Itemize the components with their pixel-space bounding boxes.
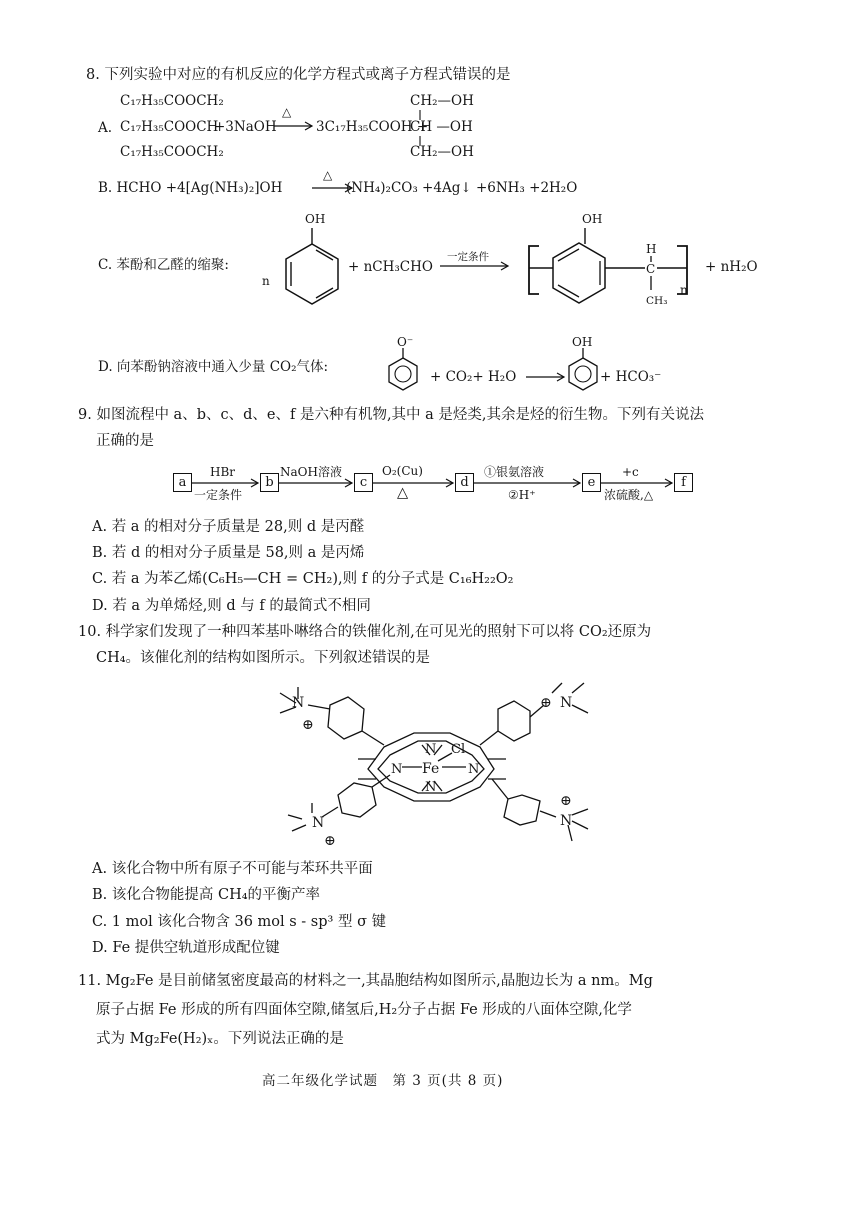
q8-a-glycerol-row-3: CH₂—OH [410, 144, 474, 160]
q8-c-arrow [440, 261, 510, 271]
q9-option-a: A. 若 a 的相对分子质量是 28,则 d 是丙醛 [92, 519, 365, 535]
plus-lower-right: ⊕ [560, 793, 572, 809]
q11-line1: 11. Mg₂Fe 是目前储氢密度最高的材料之一,其晶胞结构如图所示,晶胞边长为 a nm。Mg [78, 973, 653, 989]
q8-a-reagent: +3NaOH [214, 119, 277, 135]
flow-arrow5-top: +c [622, 465, 639, 479]
iron-atom: Fe [422, 761, 440, 777]
q9-option-d: D. 若 a 为单烯烃,则 d 与 f 的最简式不相同 [92, 598, 371, 614]
q11-line3: 式为 Mg₂Fe(H₂)ₓ。下列说法正确的是 [96, 1031, 344, 1047]
q8-c-condition: 一定条件 [447, 251, 489, 263]
q8-d-arrow [526, 372, 566, 382]
q8-d-oh: OH [572, 335, 593, 349]
q8-a-glycerol-bonds [418, 108, 422, 160]
q10-stem-line1: 10. 科学家们发现了一种四苯基卟啉络合的铁催化剂,在可见光的照射下可以将 CO₂还原为 [78, 624, 652, 640]
flow-arrow1-top: HBr [210, 465, 236, 479]
flow-box-f: f [674, 473, 693, 492]
flow-arrow4-bottom: ②H⁺ [508, 488, 536, 502]
chlorine-atom: Cl [451, 742, 466, 757]
q8-option-b: B. HCHO +4[Ag(NH₃)₂]OH [98, 180, 283, 196]
flow-arrow3-bottom: △ [397, 485, 409, 501]
q8-c-reagent: + nCH₃CHO [348, 259, 433, 275]
q8-d-product: + HCO₃⁻ [600, 369, 662, 385]
plus-upper-right: ⊕ [540, 695, 552, 711]
q8-c-poly-h: H [646, 242, 657, 256]
flow-box-c: c [354, 473, 373, 492]
porphyrin-n-bottom: N [425, 780, 437, 795]
iron-porphyrin-catalyst-structure [272, 675, 612, 850]
q9-option-c: C. 若 a 为苯乙烯(C₆H₅—CH = CH₂),则 f 的分子式是 C₁₆H₂₂O₂ [92, 571, 514, 587]
nme3-n-upper-right: N [560, 695, 573, 711]
sodium-phenolate-structure [383, 348, 423, 400]
flow-box-d: d [455, 473, 474, 492]
flow-arrow4-top: ①银氨溶液 [484, 465, 545, 479]
plus-lower-left: ⊕ [324, 833, 336, 849]
q8-a-heat: △ [282, 105, 292, 119]
q8-option-c: C. 苯酚和乙醛的缩聚: [98, 257, 229, 273]
q10-option-d: D. Fe 提供空轨道形成配位键 [92, 940, 280, 956]
page-footer: 高二年级化学试题 第 3 页(共 8 页) [262, 1073, 504, 1089]
q9-stem-line2: 正确的是 [96, 433, 154, 449]
q8-c-poly-n: n [680, 283, 688, 297]
q8-option-d: D. 向苯酚钠溶液中通入少量 CO₂气体: [98, 359, 329, 375]
phenol-product-structure [563, 348, 603, 400]
q8-b-heat: △ [323, 168, 333, 182]
q8-b-products: (NH₄)₂CO₃ +4Ag↓ +6NH₃ +2H₂O [346, 180, 578, 196]
flow-box-a: a [173, 473, 192, 492]
q8-c-water: + nH₂O [705, 259, 758, 275]
phenol-formaldehyde-polymer-structure [525, 222, 695, 322]
flow-arrow1-bottom: 一定条件 [194, 488, 243, 502]
q8-c-poly-oh: OH [582, 212, 603, 226]
q10-option-a: A. 该化合物中所有原子不可能与苯环共平面 [92, 861, 373, 877]
flow-arrow3-top: O₂(Cu) [382, 464, 423, 478]
q8-c-n-left: n [262, 274, 270, 288]
flow-box-b: b [260, 473, 279, 492]
flow-box-e: e [582, 473, 601, 492]
flow-arrow5-bottom: 浓硫酸,△ [604, 488, 654, 502]
nme3-n-upper-left: N [292, 695, 305, 711]
porphyrin-n-left: N [391, 762, 403, 777]
q10-stem-line2: CH₄。该催化剂的结构如图所示。下列叙述错误的是 [96, 650, 431, 666]
flow-arrow2-top: NaOH溶液 [280, 465, 342, 479]
q8-d-o-minus: O⁻ [397, 335, 414, 349]
q8-stem: 8. 下列实验中对应的有机反应的化学方程式或离子方程式错误的是 [86, 67, 511, 83]
q8-c-poly-c: C [646, 262, 656, 276]
q9-stem-line1: 9. 如图流程中 a、b、c、d、e、f 是六种有机物,其中 a 是烃类,其余是烃的衍生物。下列有关说法 [78, 407, 705, 423]
nme3-n-lower-left: N [312, 815, 325, 831]
porphyrin-n-right: N [468, 762, 480, 777]
q8-a-glycerol-row-2: CH —OH [410, 119, 473, 135]
q8-d-reagent: + CO₂+ H₂O [430, 369, 517, 385]
nme3-n-lower-right: N [560, 813, 573, 829]
q9-option-b: B. 若 d 的相对分子质量是 58,则 a 是丙烯 [92, 545, 365, 561]
q8-c-poly-ch3: CH₃ [646, 295, 668, 307]
q10-option-c: C. 1 mol 该化合物含 36 mol s - sp³ 型 σ 键 [92, 914, 387, 930]
q8-a-glycerol-row-1: CH₂—OH [410, 93, 474, 109]
q8-a-fat-row-2: C₁₇H₃₅COOCH [120, 119, 219, 135]
q8-a-fat-row-1: C₁₇H₃₅COOCH₂ [120, 93, 224, 109]
q8-a-fat-row-3: C₁₇H₃₅COOCH₂ [120, 144, 224, 160]
q11-line2: 原子占据 Fe 形成的所有四面体空隙,储氢后,H₂分子占据 Fe 形成的八面体空隙,化学 [96, 1002, 632, 1018]
q8-c-oh: OH [305, 212, 326, 226]
phenol-structure [272, 226, 342, 318]
q8-option-a-label: A. [98, 120, 113, 136]
porphyrin-n-top: N [425, 742, 437, 757]
q10-option-b: B. 该化合物能提高 CH₄的平衡产率 [92, 887, 321, 903]
plus-upper-left: ⊕ [302, 717, 314, 733]
q8-a-products: 3C₁₇H₃₅COOH + [316, 119, 429, 135]
q8-a-arrow [274, 121, 314, 131]
